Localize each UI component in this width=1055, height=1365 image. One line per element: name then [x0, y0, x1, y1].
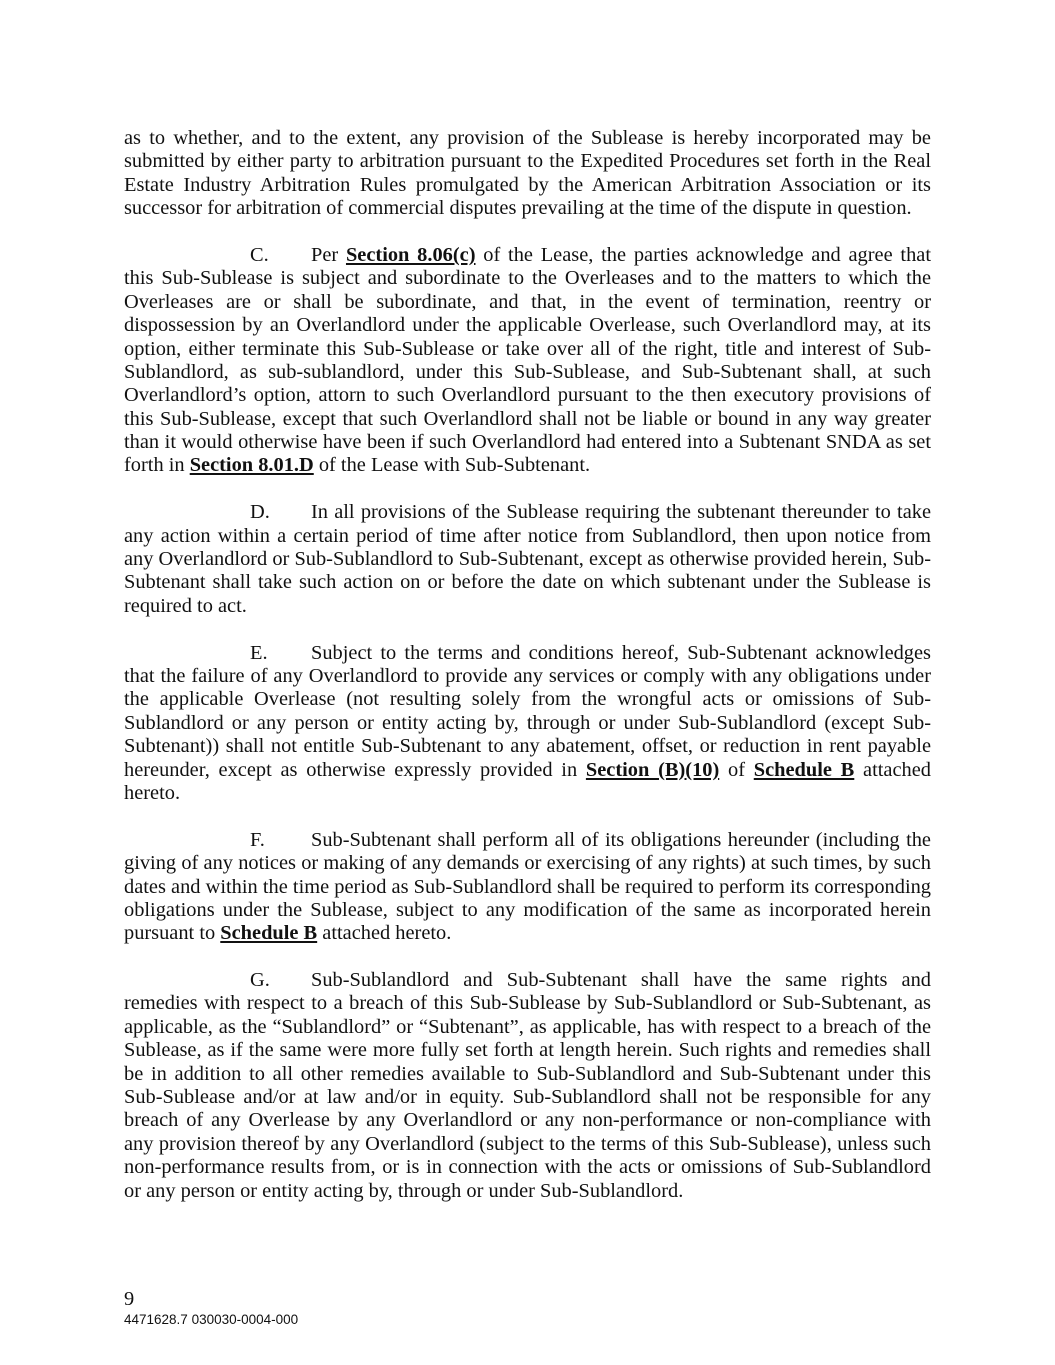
text-line: this Sub-Sublease, except that such Overlandlord shall not be liable or bound in any way greater	[124, 407, 931, 430]
section-reference: Section (B)(10)	[585, 758, 720, 781]
text-line	[124, 501, 931, 524]
text-line	[124, 244, 931, 267]
section-reference: Section 8.06(c)	[345, 243, 476, 266]
text-line	[124, 922, 931, 945]
text-line: any Overlandlord or Sub-Sublandlord to Sub-Subtenant, except as otherwise provided herein, Sub-	[124, 548, 931, 571]
text-line: this Sub-Sublease is subject and subordinate to the Overleases and to the matters to which the	[124, 267, 931, 290]
text-line: dates and within the time period as Sub-Sublandlord shall be required to perform its corresponding	[124, 875, 931, 898]
text-line: Overlandlord’s option, attorn to such Overlandlord pursuant to the then executory provisions of	[124, 384, 931, 407]
schedule-reference: Schedule B	[220, 922, 318, 945]
paragraph-spacer	[124, 946, 931, 969]
paragraph-spacer	[124, 618, 931, 641]
body-text	[124, 127, 931, 1203]
text-line: as to whether, and to the extent, any provision of the Sublease is hereby incorporated may be	[124, 127, 931, 149]
text-line: Sublandlord, as sub-sublandlord, under this Sub-Sublease, and Sub-Subtenant shall, at such	[124, 360, 931, 383]
paragraph-spacer	[124, 478, 931, 501]
text-segment: of	[719, 758, 754, 781]
paragraph-spacer	[124, 805, 931, 828]
text-line: Sublease, as if the same were more fully set forth at length herein. Such rights and remedies shall	[124, 1039, 931, 1062]
paragraph-label: C.	[250, 243, 269, 266]
section-reference: Section 8.01.D	[189, 454, 314, 477]
paragraph-e	[124, 642, 931, 806]
text-line: be in addition to all other remedies available to Sub-Sublandlord and Sub-Subtenant under this	[124, 1062, 931, 1085]
text-line: any provision thereof by any Overlandlord (subject to the terms of this Sub-Sublease), unless such	[124, 1132, 931, 1155]
text-line: hereto.	[124, 781, 181, 804]
text-segment: In all provisions of the Sublease requiring the subtenant thereunder to take	[311, 501, 931, 524]
text-segment: hereunder, except as otherwise expressly provided in	[124, 758, 586, 781]
text-line: the applicable Overlease (not resulting solely from the wrongful acts or omissions of Sub-	[124, 688, 931, 711]
text-line: Estate Industry Arbitration Rules promulgated by the American Arbitration Association or its	[124, 173, 931, 196]
text-segment: of the Lease, the parties acknowledge and agree that	[475, 243, 931, 266]
text-line: or any person or entity acting by, through or under Sub-Sublandlord.	[124, 1179, 684, 1202]
schedule-reference: Schedule B	[753, 758, 855, 781]
text-segment: forth in	[124, 454, 190, 477]
text-line: submitted by either party to arbitration pursuant to the Expedited Procedures set forth in the Real	[124, 150, 931, 173]
text-line: breach of any Overlease by any Overlandlord or any non-performance or non-compliance with	[124, 1109, 931, 1132]
text-line	[124, 454, 931, 477]
paragraph-g	[124, 969, 931, 1203]
text-line: non-performance results from, or is in connection with the acts or omissions of Sub-Sublandlord	[124, 1156, 931, 1179]
text-line: dispossession by an Overlandlord under the applicable Overlease, such Overlandlord may, at its	[124, 314, 931, 337]
text-line	[124, 829, 931, 852]
text-line: Sub-Sublease and/or at law and/or in equity. Sub-Sublandlord shall not be responsible for any	[124, 1086, 931, 1109]
text-line: Sublandlord or any person or entity acting by, through or under Sub-Sublandlord (except Sub-	[124, 711, 931, 734]
paragraph-continued	[124, 127, 931, 221]
text-line: than it would otherwise have been if such Overlandlord had entered into a Subtenant SNDA as set	[124, 431, 931, 454]
paragraph-c	[124, 244, 931, 478]
text-line: giving of any notices or making of any demands or exercising of any rights) at such times, by such	[124, 852, 931, 875]
paragraph-spacer	[124, 221, 931, 244]
text-line: option, either terminate this Sub-Sublease or take over all of the right, title and interest of Sub-	[124, 337, 931, 360]
text-segment: Sub-Sublandlord and Sub-Subtenant shall have the same rights and	[311, 969, 931, 992]
text-line: Overleases are or shall be subordinate, and that, in the event of termination, reentry or	[124, 290, 931, 313]
text-line: remedies with respect to a breach of this Sub-Sublease by Sub-Sublandlord or Sub-Subtenant, as	[124, 992, 931, 1015]
text-line	[124, 642, 931, 665]
paragraph-label: F.	[250, 828, 265, 851]
document-id: 4471628.7 030030-0004-000	[124, 1312, 299, 1327]
text-line: any action within a certain period of time after notice from Sublandlord, then upon notice from	[124, 524, 931, 547]
text-segment: Per	[311, 243, 346, 266]
text-line: applicable, as the “Sublandlord” or “Subtenant”, as applicable, has with respect to a breach of the	[124, 1015, 931, 1038]
text-line: successor for arbitration of commercial disputes prevailing at the time of the dispute in question.	[124, 197, 912, 220]
text-segment: of the Lease with Sub-Subtenant.	[313, 454, 591, 477]
paragraph-label: E.	[250, 641, 268, 664]
page-number: 9	[124, 1288, 135, 1310]
paragraph-label: D.	[250, 501, 270, 524]
paragraph-label: G.	[250, 969, 270, 992]
text-segment: attached	[854, 758, 931, 781]
text-segment: pursuant to	[124, 922, 221, 945]
text-line	[124, 969, 931, 992]
paragraph-f	[124, 829, 931, 946]
text-line: required to act.	[124, 594, 247, 617]
text-segment: Sub-Subtenant shall perform all of its obligations hereunder (including the	[311, 828, 931, 851]
text-line: Subtenant shall take such action on or before the date on which subtenant under the Sublease is	[124, 571, 931, 594]
text-segment: attached hereto.	[317, 922, 452, 945]
text-line: that the failure of any Overlandlord to provide any services or comply with any obligations under	[124, 664, 931, 687]
paragraph-d	[124, 501, 931, 618]
text-line: obligations under the Sublease, subject to any modification of the same as incorporated herein	[124, 898, 931, 921]
text-segment: Subject to the terms and conditions hereof, Sub-Subtenant acknowledges	[311, 641, 931, 664]
text-line: Subtenant)) shall not entitle Sub-Subtenant to any abatement, offset, or reduction in rent payable	[124, 735, 931, 758]
text-line	[124, 759, 931, 782]
